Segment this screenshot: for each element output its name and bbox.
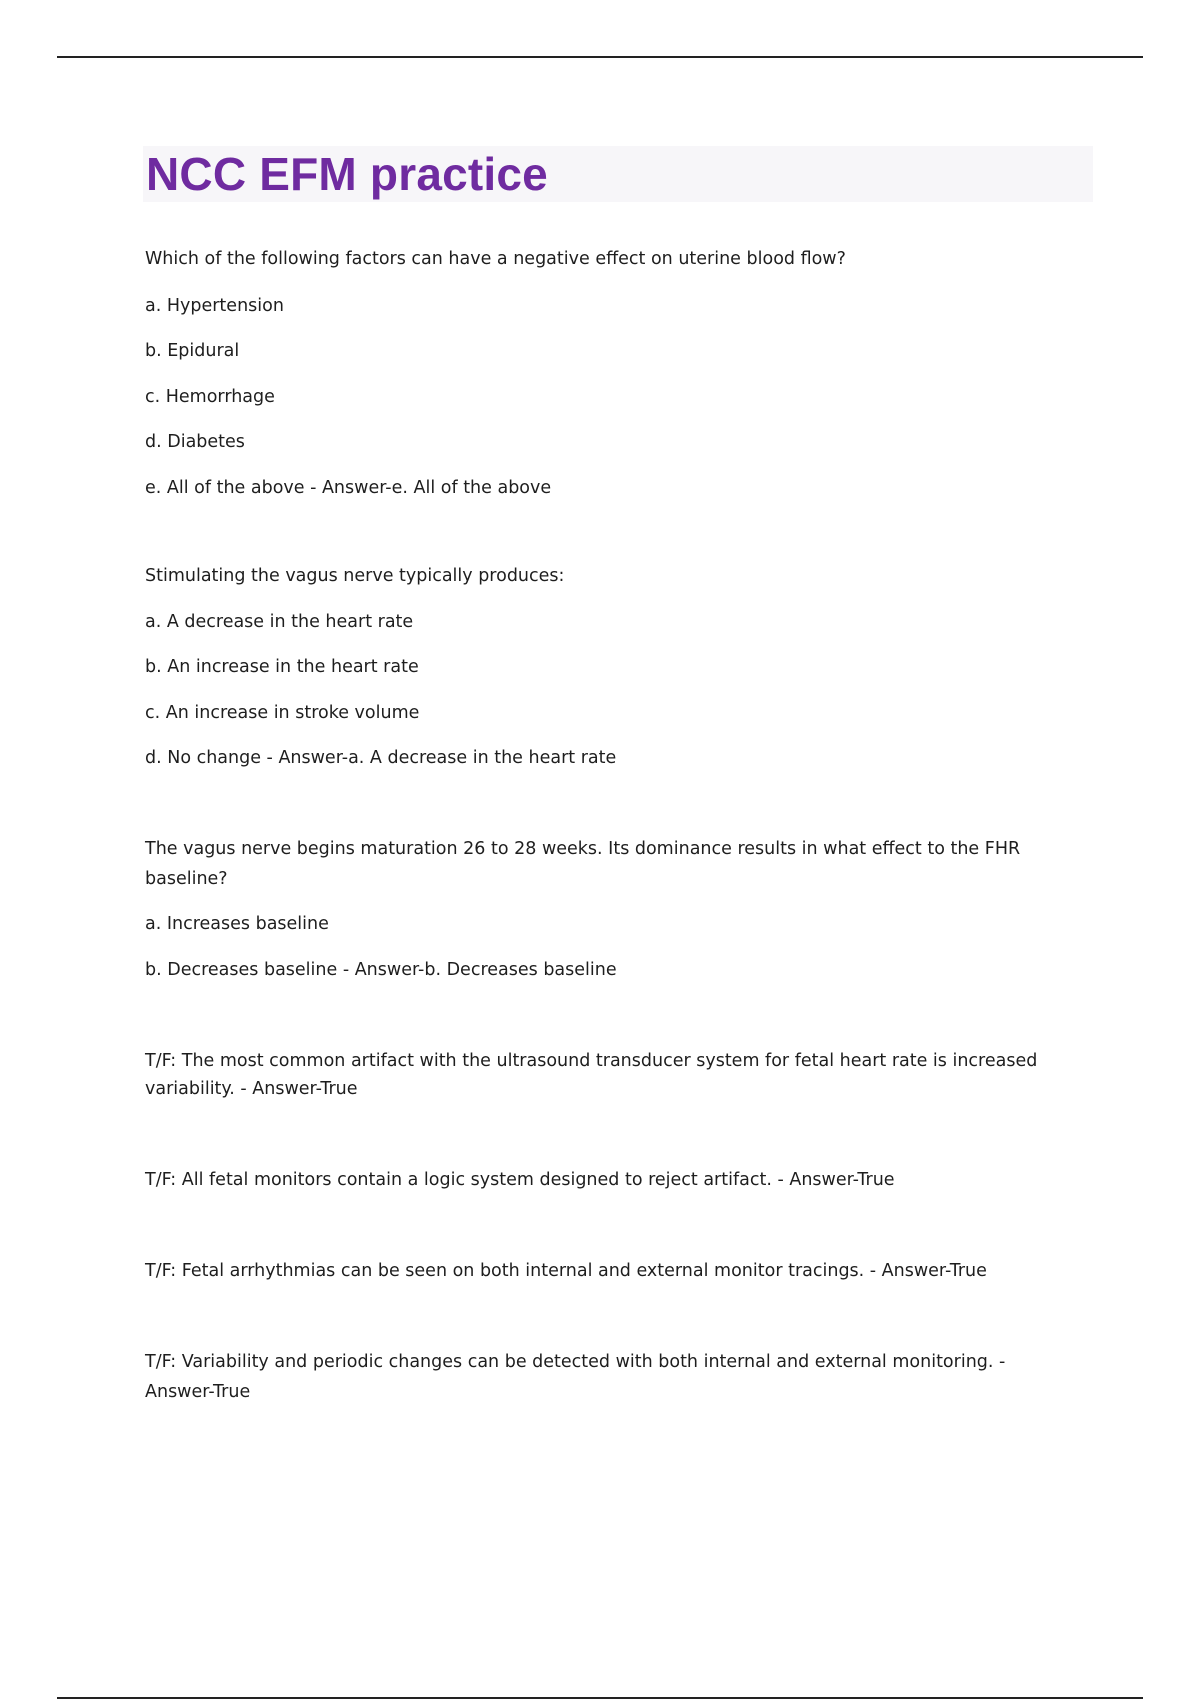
question-1-option-a: a. Hypertension xyxy=(145,296,284,316)
question-2-option-b: b. An increase in the heart rate xyxy=(145,657,419,677)
question-3-option-b-answer: b. Decreases baseline - Answer-b. Decreases baseline xyxy=(145,960,617,980)
question-1-text: Which of the following factors can have a negative effect on uterine blood flow? xyxy=(145,249,846,269)
question-6-line-1: T/F: Fetal arrhythmias can be seen on both internal and external monitor tracings. - Answer-True xyxy=(145,1261,987,1281)
question-3-text-line-2: baseline? xyxy=(145,869,228,889)
footer-rule xyxy=(57,1697,1143,1699)
question-1-option-e-answer: e. All of the above - Answer-e. All of the above xyxy=(145,478,552,498)
header-rule xyxy=(57,56,1143,58)
question-1-option-b: b. Epidural xyxy=(145,341,240,361)
document-title: NCC EFM practice xyxy=(146,148,548,200)
question-2-option-a: a. A decrease in the heart rate xyxy=(145,612,414,632)
question-2-option-c: c. An increase in stroke volume xyxy=(145,703,420,723)
question-7-line-2: Answer-True xyxy=(145,1382,251,1402)
question-7-line-1: T/F: Variability and periodic changes can be detected with both internal and external monitoring. - xyxy=(145,1352,1006,1372)
question-4-line-1: T/F: The most common artifact with the ultrasound transducer system for fetal heart rate is increased xyxy=(145,1051,1038,1071)
question-3-option-a: a. Increases baseline xyxy=(145,914,329,934)
question-5-line-1: T/F: All fetal monitors contain a logic system designed to reject artifact. - Answer-True xyxy=(145,1170,895,1190)
question-3-text-line-1: The vagus nerve begins maturation 26 to 28 weeks. Its dominance results in what effect to the FHR xyxy=(145,839,1021,859)
question-4-line-2: variability. - Answer-True xyxy=(145,1079,358,1099)
question-1-option-c: c. Hemorrhage xyxy=(145,387,275,407)
question-2-text: Stimulating the vagus nerve typically produces: xyxy=(145,566,565,586)
question-2-option-d-answer: d. No change - Answer-a. A decrease in the heart rate xyxy=(145,748,617,768)
question-1-option-d: d. Diabetes xyxy=(145,432,245,452)
